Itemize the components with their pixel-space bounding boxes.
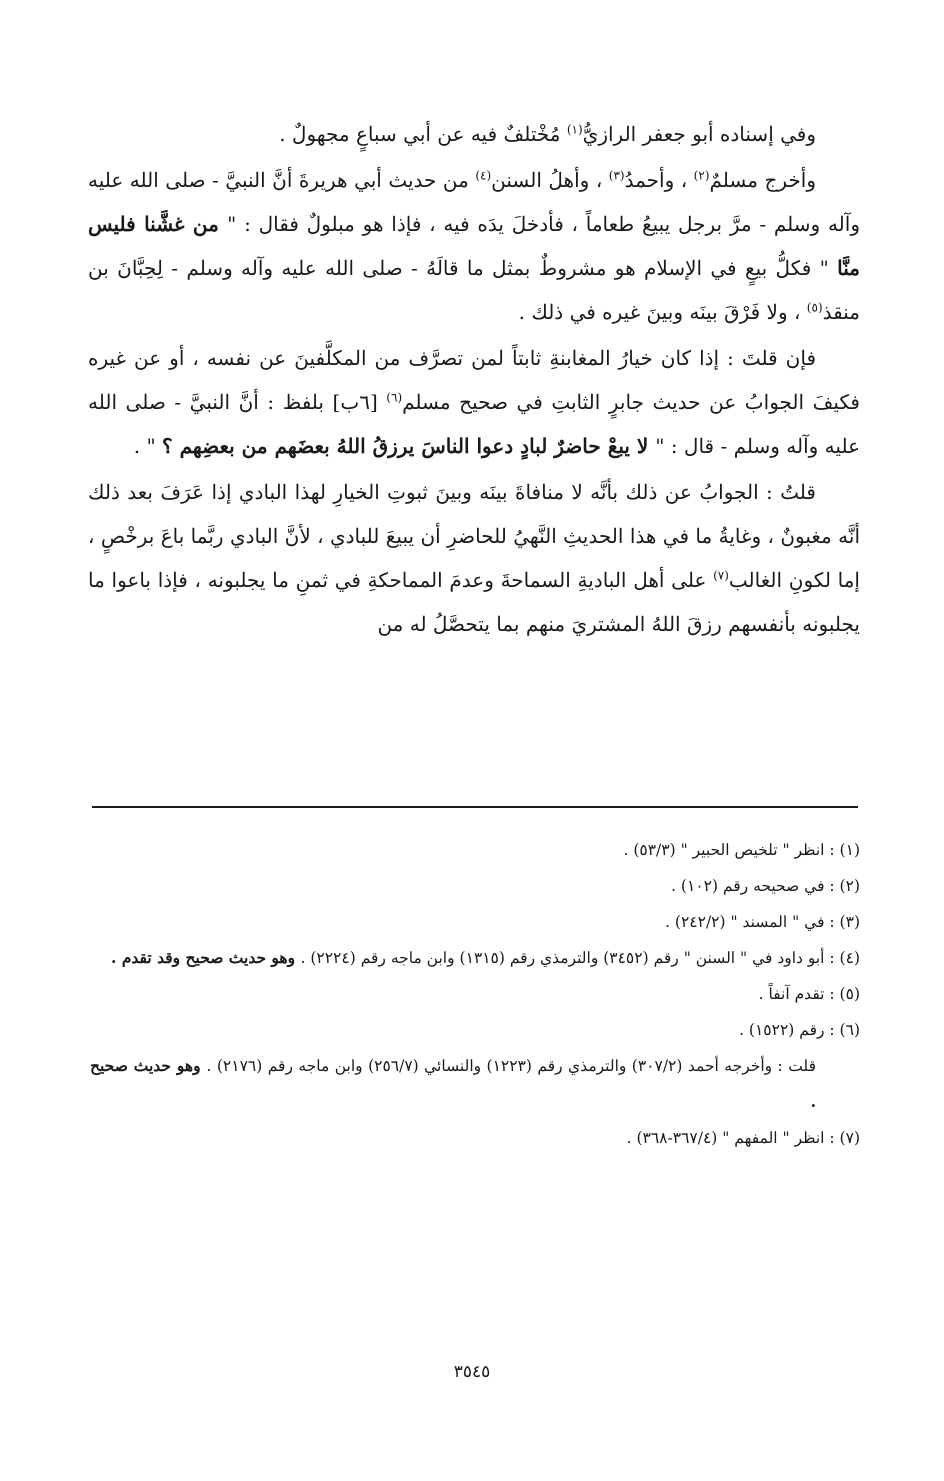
footnote-1: (١) : انظر " تلخيص الحبير " (٥٣/٣) . <box>623 841 860 859</box>
text-run: ، وأحمدُ <box>624 168 694 192</box>
footnote-3: (٣) : في " المسند " (٢٤٢/٢) . <box>665 913 860 931</box>
text-run: وأخرج مسلمٌ <box>709 168 816 192</box>
text-run: وفي إسناده أبو جعفر الرازيُّ <box>582 122 816 146</box>
text-run: " . <box>133 434 163 458</box>
footnote-7: (٧) : انظر " المفهم " (٣٦٧/٤-٣٦٨) . <box>626 1129 860 1147</box>
footnote-2: (٢) : في صحيحه رقم (١٠٢) . <box>671 877 860 895</box>
text-run: فإن قلتَ : إذا كان خيارُ المغابنةِ ثابتاً لمن تصرَّف من المكلَّفينَ عن نفسه ، أو عن غيره فكيفَ الجوابُ عن حديث جابرٍ الثابتِ في صحيح مسلم <box>88 346 860 414</box>
hadith-quote: من غشَّنا فليس منَّا <box>88 212 860 280</box>
footnote-ref: (٣) <box>608 168 625 183</box>
text-run: مُخْتلفٌ فيه عن أبي سباعٍ مجهولٌ . <box>279 122 567 146</box>
paragraph-3 <box>88 336 860 468</box>
paragraph-4 <box>88 470 860 646</box>
text-run: ، وأهلُ السنن <box>491 168 609 192</box>
footnote-ref: (٢) <box>693 168 710 183</box>
text-run: قلتُ : الجوابُ عن ذلك بأنَّه لا منافاةَ بينَه وبينَ ثبوتِ الخيارِ لهذا البادي إذا عَرَفَ بعد ذلك أنَّه مغبونٌ ، وغايةُ ما في هذا الحديثِ النَّهيُ للحاضرِ أن يبيعَ للبادي ، لأنَّ البادي ربَّما باعَ برخْصٍ ، إما لكونِ الغالب <box>88 480 860 592</box>
text-run: على أهل الباديةِ السماحةَ وعدمَ المماحكةِ في ثمنِ ما يجلبونه ، فإذا باعوا ما يجلبونه بأنفسهم رزقَ اللهُ المشتريَ منهم بما يتحصَّلُ له من <box>88 568 860 636</box>
footnote-text: قلت : وأخرجه أحمد (٣٠٧/٢) والترمذي رقم (١٢٢٣) والنسائي (٢٥٦/٧) وابن ماجه رقم (٢١٧٦) . <box>206 1057 816 1075</box>
page-number: ٣٥٤٥ <box>453 1362 491 1382</box>
footnote-4 <box>90 940 860 976</box>
footnote-6: (٦) : رقم (١٥٢٢) . <box>739 1021 860 1039</box>
text-run: " فكلُّ بيعٍ في الإسلام هو مشروطٌ بمثل ما قالَهُ - صلى الله عليه وآله وسلم - لِحِبَّانَ بن منقذ <box>88 256 860 324</box>
footnote-grading: وهو حديث صحيح وقد تقدم . <box>111 948 301 967</box>
footnote-ref: (١) <box>566 122 583 137</box>
footnote-5: (٥) : تقدم آنفاً . <box>758 985 860 1003</box>
footnote-ref: (٥) <box>806 300 823 315</box>
hadith-quote: لا يبعْ حاضرٌ لبادٍ دعوا الناسَ يرزقُ اللهُ بعضَهم من بعضِهم ؟ <box>162 434 656 458</box>
paragraph-1 <box>88 112 860 156</box>
footnote-ref: (٧) <box>713 568 729 583</box>
paragraph-2 <box>88 158 860 334</box>
text-run: ، ولا فَرْقَ بينَه وبينَ غيره في ذلك . <box>518 300 807 324</box>
footnote-grading: وهو حديث صحيح . <box>90 1056 816 1111</box>
footnote-ref: (٤) <box>475 168 492 183</box>
footnote-text: (٤) : أبو داود في " السنن " رقم (٣٤٥٢) والترمذي رقم (١٣١٥) وابن ماجه رقم (٢٢٢٤) . <box>300 949 860 967</box>
footnote-6-remark <box>90 1048 860 1120</box>
text-run: [٦ب] بلفظ : أنَّ النبيَّ - صلى الله عليه وآله وسلم - قال : " <box>88 390 860 458</box>
footnote-divider <box>92 806 858 808</box>
text-run: من حديث أبي هريرةَ أنَّ النبيَّ - صلى الله عليه وآله وسلم - مرَّ برجل يبيعُ طعاماً ، فأدخلَ يدَه فيه ، فإذا هو مبلولٌ فقال : " <box>88 168 860 236</box>
footnotes <box>90 832 860 1156</box>
main-text <box>88 112 860 646</box>
footnote-ref: (٦) <box>386 390 403 405</box>
